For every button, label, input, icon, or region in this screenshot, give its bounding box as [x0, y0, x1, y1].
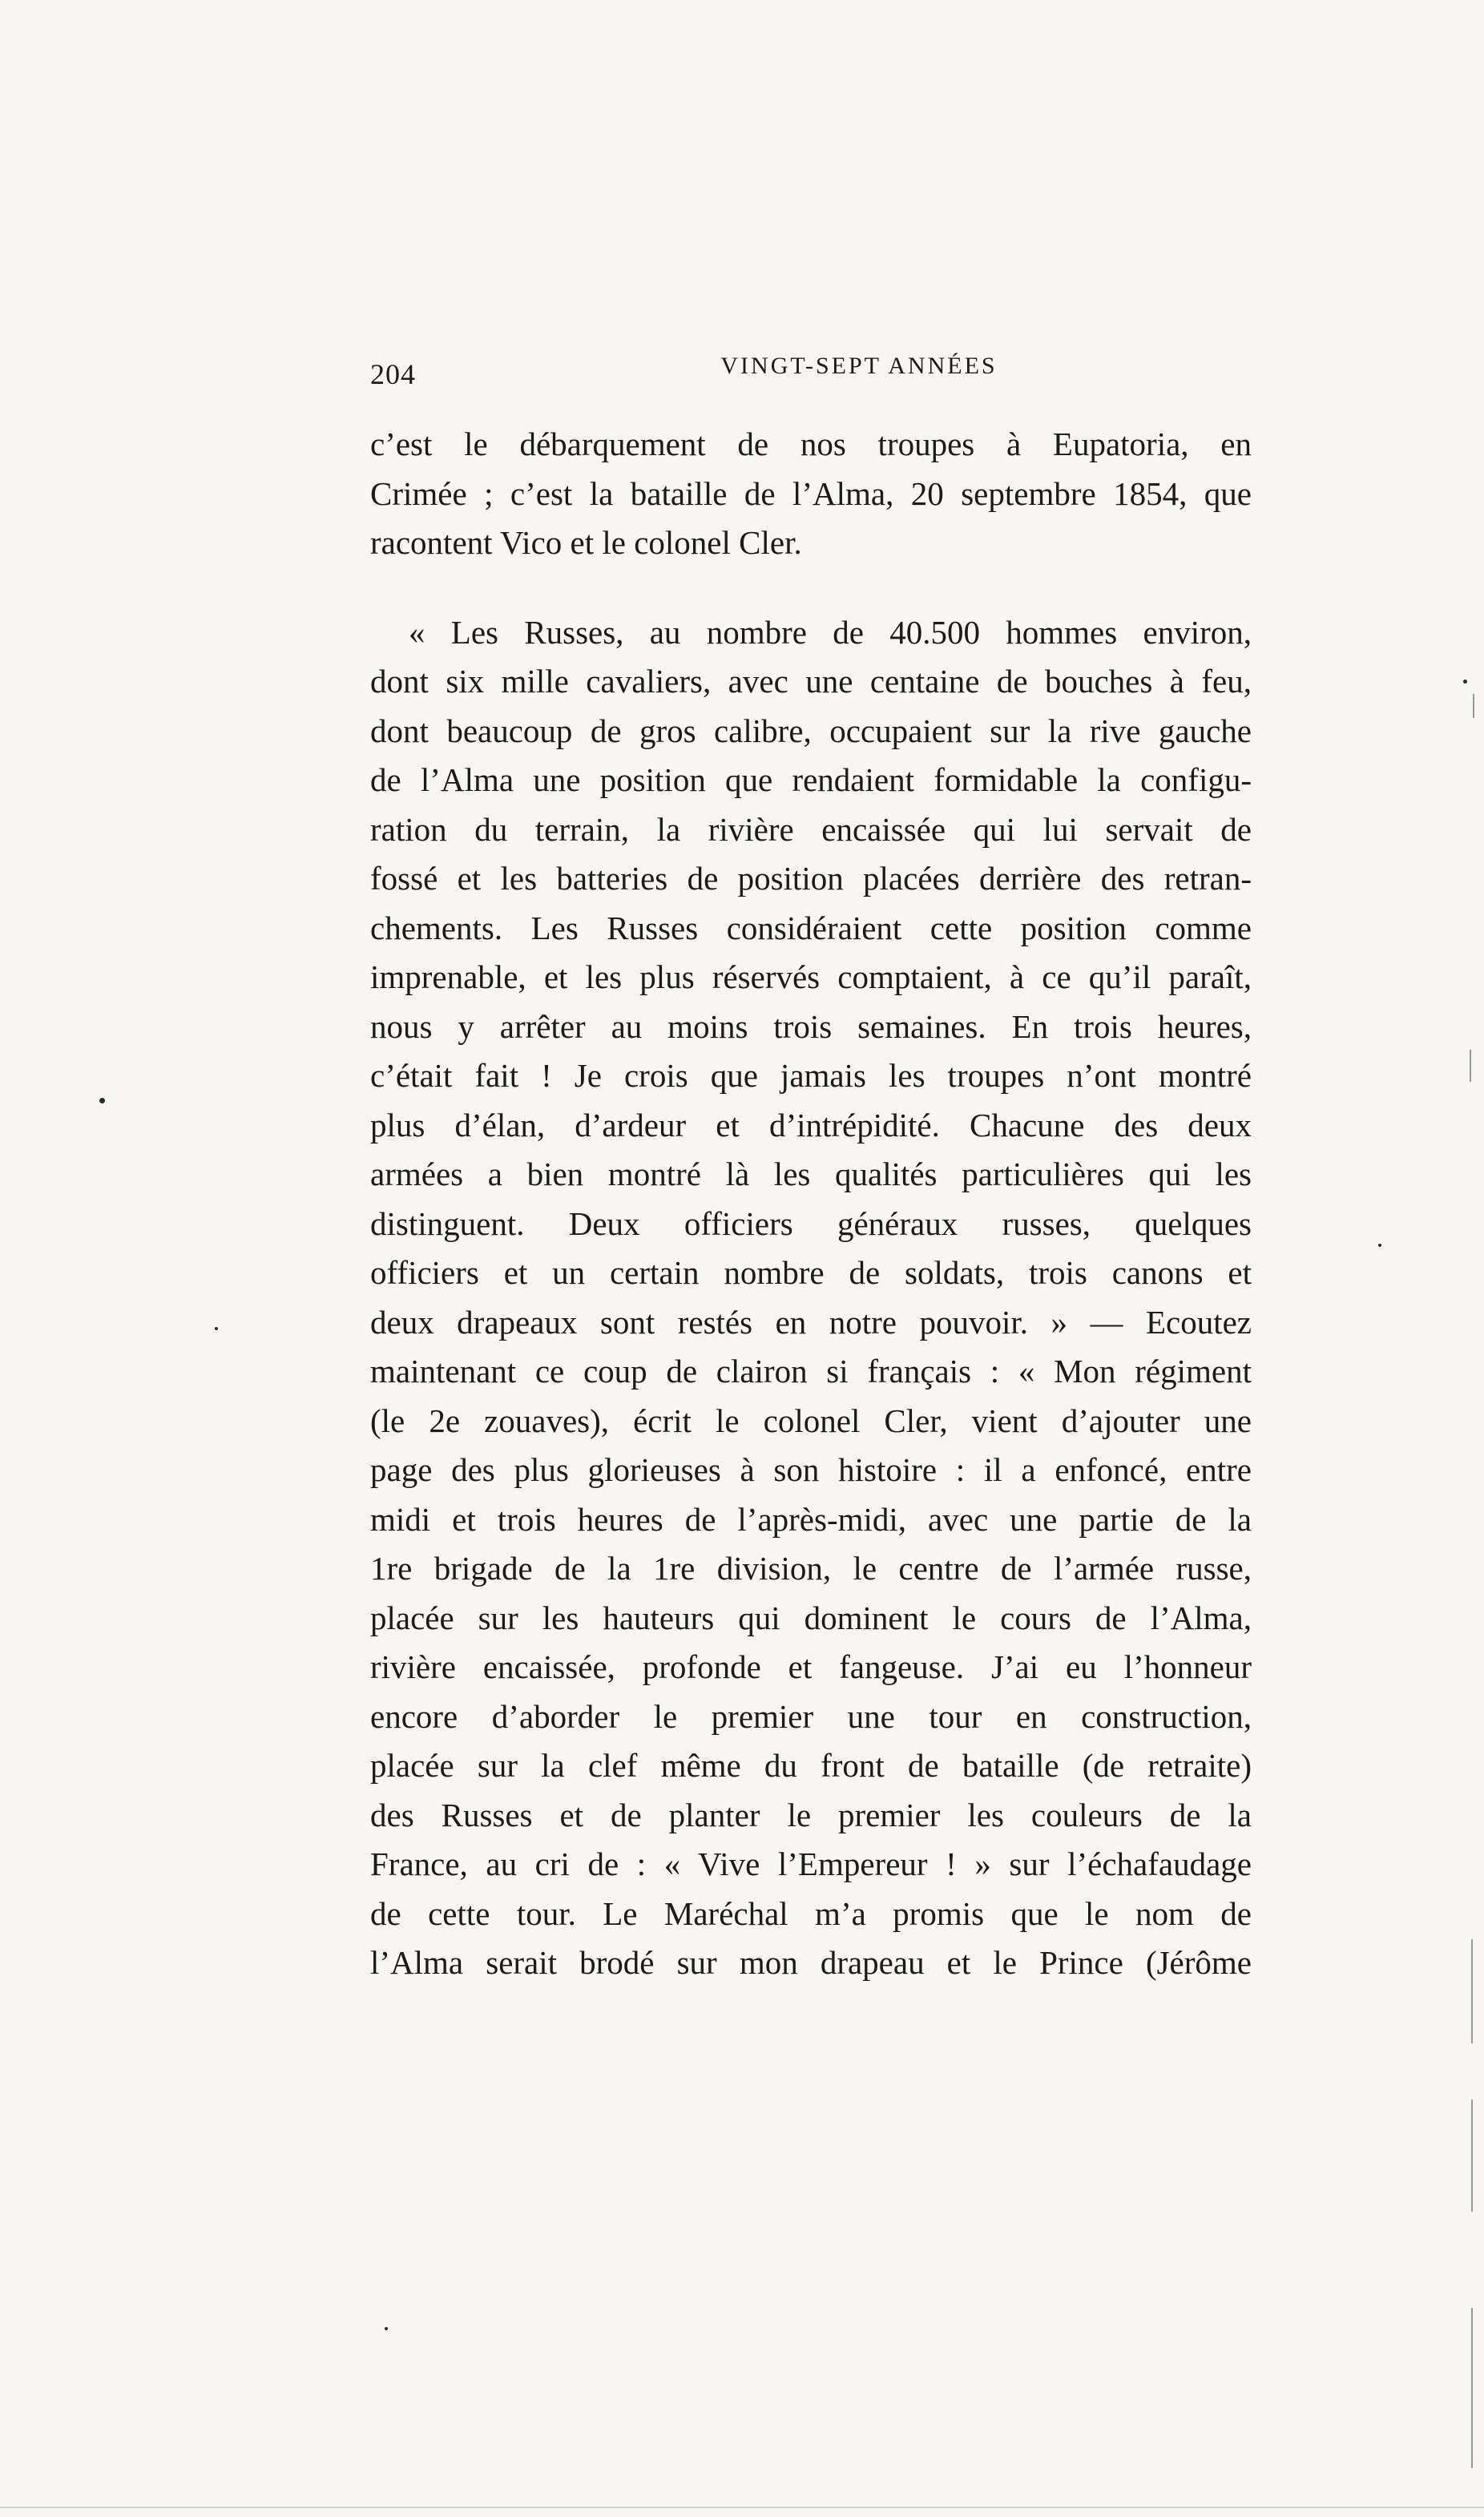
page-header: [370, 353, 1252, 401]
text-line: officiers et un certain nombre de soldats, trois canons et: [370, 1254, 1252, 1291]
page-number: 204: [370, 358, 416, 390]
text-line: ration du terrain, la rivière encaissée qui lui servait de: [370, 810, 1252, 848]
text-line: plus d’élan, d’ardeur et d’intrépidité. Chacune des deux: [370, 1106, 1252, 1144]
text-line: c’était fait ! Je crois que jamais les troupes n’ont montré: [370, 1057, 1252, 1094]
text-line: deux drapeaux sont restés en notre pouvoir. » — Ecoutez: [370, 1303, 1252, 1341]
text-line: fossé et les batteries de position placées derrière des retran-: [370, 860, 1252, 897]
paragraph-gap: [370, 568, 1252, 608]
text-line: chements. Les Russes considéraient cette position comme: [370, 909, 1252, 946]
text-line: rivière encaissée, profonde et fangeuse. J’ai eu l’honneur: [370, 1648, 1252, 1685]
scan-speck: [99, 1098, 105, 1103]
text-line: distinguent. Deux officiers généraux russes, quelques: [370, 1204, 1252, 1242]
scan-edge-line: [1471, 2100, 1473, 2212]
scan-edge-line: [1470, 1050, 1471, 1082]
text-line: placée sur les hauteurs qui dominent le cours de l’Alma,: [370, 1599, 1252, 1636]
text-line: racontent Vico et le colonel Cler.: [370, 524, 802, 561]
scan-speck: [215, 1327, 218, 1330]
text-line: nous y arrêter au moins trois semaines. En trois heures,: [370, 1007, 1252, 1045]
text-line: Crimée ; c’est la bataille de l’Alma, 20 septembre 1854, que: [370, 474, 1252, 512]
text-line: de cette tour. Le Maréchal m’a promis que le nom de: [370, 1894, 1252, 1932]
text-line: (le 2e zouaves), écrit le colonel Cler, vient d’ajouter une: [370, 1402, 1252, 1439]
text-line: c’est le débarquement de nos troupes à Eupatoria, en: [370, 426, 1252, 462]
text-line: encore d’aborder le premier une tour en construction,: [370, 1697, 1252, 1735]
text-line: placée sur la clef même du front de bataille (de retraite): [370, 1747, 1252, 1784]
text-line: France, au cri de : « Vive l’Empereur ! » sur l’échafaudage: [370, 1845, 1252, 1882]
scan-edge-line: [1471, 1939, 1473, 2043]
scan-edge-line: [1471, 2308, 1473, 2468]
scan-speck: [1463, 680, 1467, 684]
text-line: des Russes et de planter le premier les couleurs de la: [370, 1796, 1252, 1833]
scan-speck: [1378, 1244, 1381, 1247]
text-line: page des plus glorieuses à son histoire : il a enfoncé, entre: [370, 1451, 1252, 1488]
text-line: armées a bien montré là les qualités particulières qui les: [370, 1156, 1252, 1192]
text-line: dont beaucoup de gros calibre, occupaient sur la rive gauche: [370, 712, 1252, 749]
scan-bottom-edge: [0, 2507, 1484, 2508]
text-line: dont six mille cavaliers, avec une centaine de bouches à feu,: [370, 663, 1252, 700]
body-text: [370, 420, 1252, 1988]
text-line: l’Alma serait brodé sur mon drapeau et le Prince (Jérôme: [370, 1944, 1252, 1981]
text-line: maintenant ce coup de clairon si français : « Mon régiment: [370, 1353, 1252, 1390]
scan-edge-line: [1473, 694, 1474, 718]
text-line: 1re brigade de la 1re division, le centre de l’armée russe,: [370, 1550, 1252, 1587]
text-line: midi et trois heures de l’après-midi, avec une partie de la: [370, 1500, 1252, 1538]
text-line: imprenable, et les plus réservés comptaient, à ce qu’il paraît,: [370, 958, 1252, 995]
text-line: de l’Alma une position que rendaient formidable la configu-: [370, 761, 1252, 798]
scan-speck: [385, 2327, 388, 2330]
text-line: « Les Russes, au nombre de 40.500 hommes environ,: [409, 613, 1252, 651]
running-title: VINGT-SEPT ANNÉES: [720, 353, 998, 379]
